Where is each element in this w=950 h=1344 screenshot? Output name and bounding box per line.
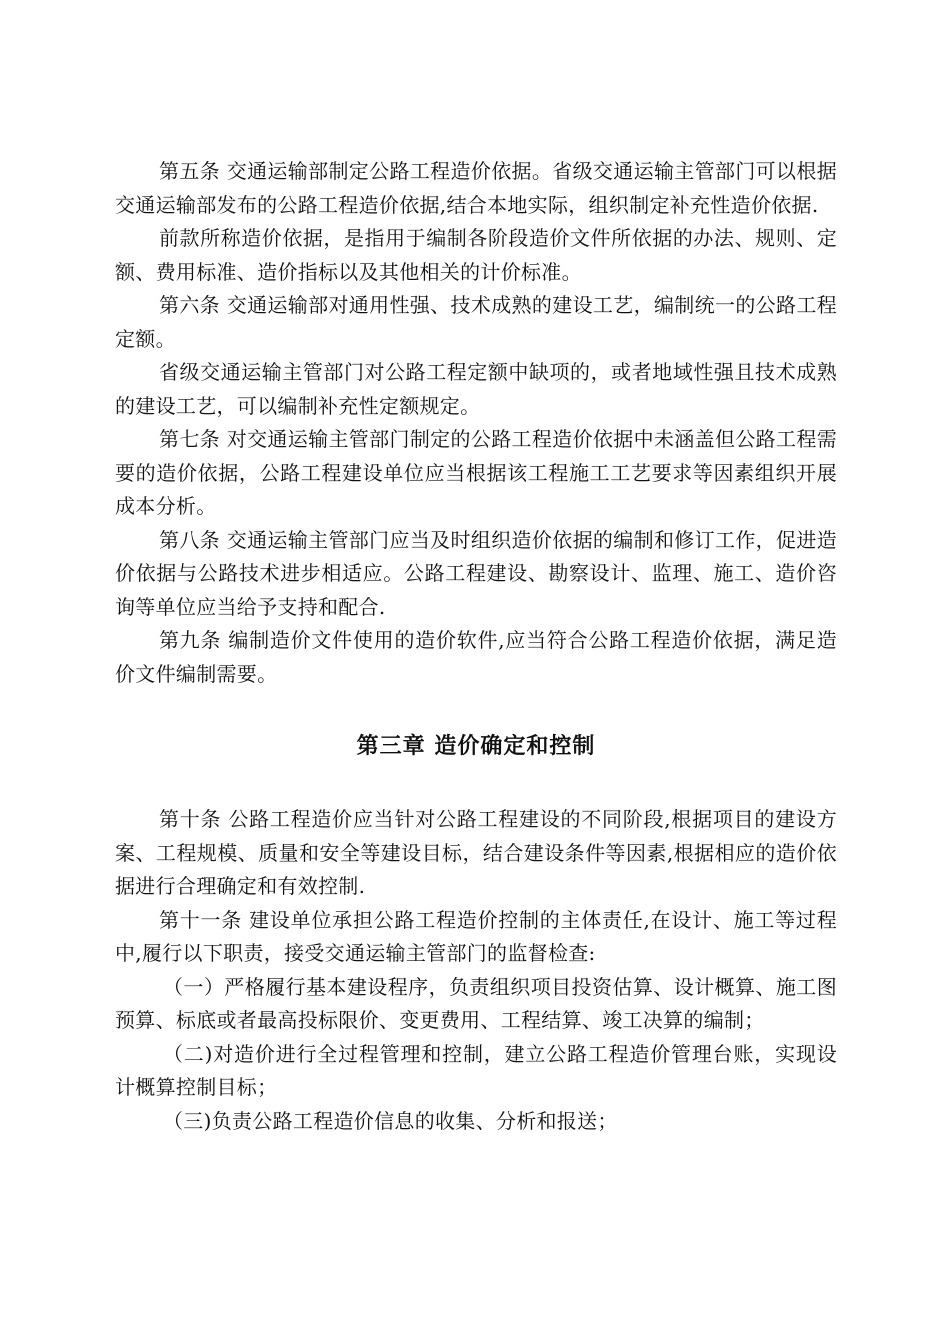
article-10: 第十条 公路工程造价应当针对公路工程建设的不同阶段,根据项目的建设方案、工程规模、质量和安全等建设目标，结合建设条件等因素,根据相应的造价依据进行合理确定和有效控制. — [115, 807, 837, 898]
article-9: 第九条 编制造价文件使用的造价软件,应当符合公路工程造价依据，满足造价文件编制需要。 — [115, 628, 837, 686]
article-8: 第八条 交通运输主管部门应当及时组织造价依据的编制和修订工作，促进造价依据与公路技术进步相适应。公路工程建设、勘察设计、监理、施工、造价咨询等单位应当给予支持和配合. — [115, 527, 837, 619]
article-5-definition: 前款所称造价依据，是指用于编制各阶段造价文件所依据的办法、规则、定额、费用标准、造价指标以及其他相关的计价标准。 — [115, 226, 837, 284]
article-11-item-1: （一）严格履行基本建设程序，负责组织项目投资估算、设计概算、施工图预算、标底或者最高投标限价、变更费用、工程结算、竣工决算的编制； — [115, 974, 837, 1032]
article-5: 第五条 交通运输部制定公路工程造价依据。省级交通运输主管部门可以根据交通运输部发布的公路工程造价依据,结合本地实际，组织制定补充性造价依据. — [115, 159, 837, 217]
article-6-supplement: 省级交通运输主管部门对公路工程定额中缺项的，或者地域性强且技术成熟的建设工艺，可以编制补充性定额规定。 — [115, 360, 837, 418]
article-11-item-3: （三)负责公路工程造价信息的收集、分析和报送； — [163, 1108, 618, 1133]
article-11-item-2: （二)对造价进行全过程管理和控制，建立公路工程造价管理台账，实现设计概算控制目标； — [115, 1041, 837, 1099]
document-body — [115, 155, 837, 1138]
article-6: 第六条 交通运输部对通用性强、技术成熟的建设工艺，编制统一的公路工程定额。 — [115, 293, 837, 351]
article-11: 第十一条 建设单位承担公路工程造价控制的主体责任,在设计、施工等过程中,履行以下职责，接受交通运输主管部门的监督检查: — [115, 907, 837, 965]
chapter-title: 第三章 造价确定和控制 — [356, 734, 596, 759]
article-7: 第七条 对交通运输主管部门制定的公路工程造价依据中未涵盖但公路工程需要的造价依据，公路工程建设单位应当根据该工程施工工艺要求等因素组织开展成本分析。 — [115, 427, 837, 518]
